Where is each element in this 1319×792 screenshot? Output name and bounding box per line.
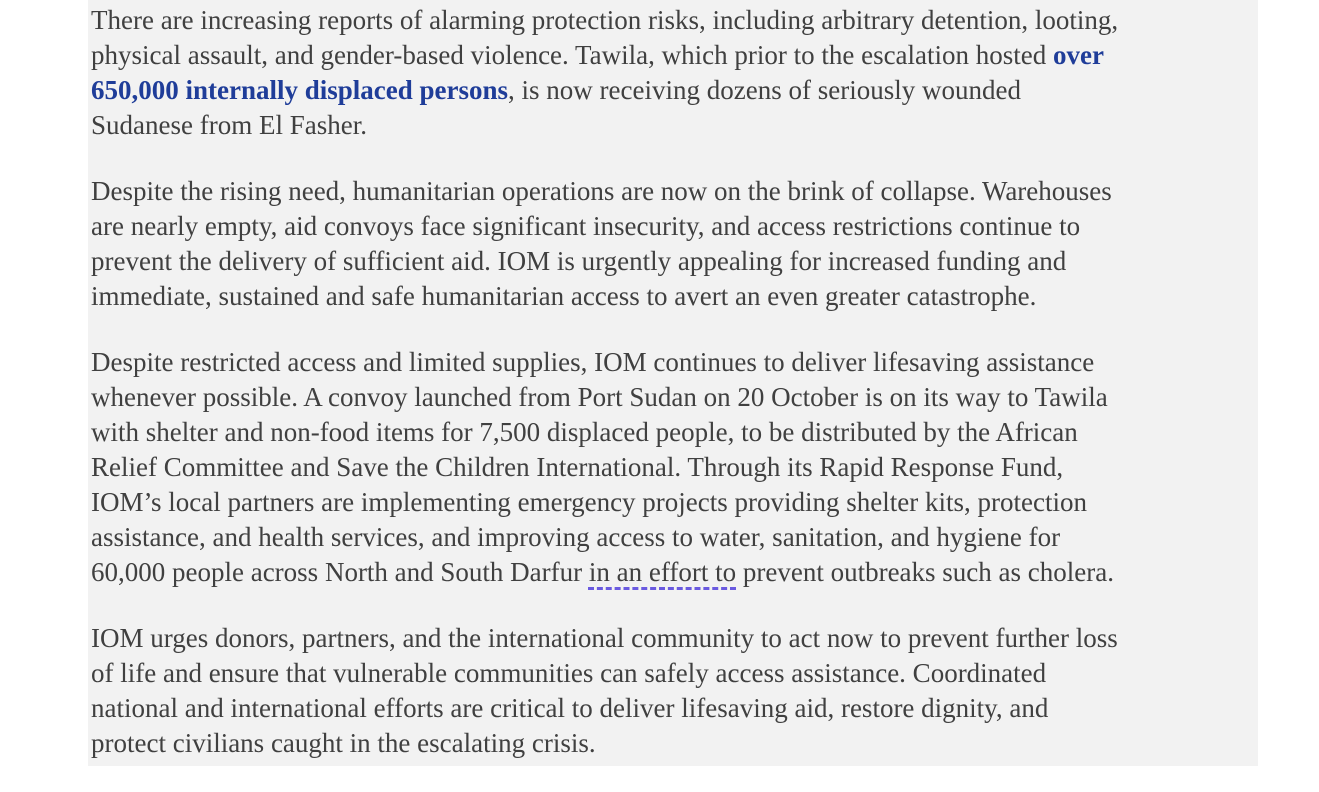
text-segment: physical assault, and gender-based violence. Tawila, which prior to the escalation hosted: [91, 40, 1054, 70]
paragraph-iom-assistance: [91, 345, 1118, 590]
text-line: whenever possible. A convoy launched from Port Sudan on 20 October is on its way to Tawila: [91, 382, 1108, 412]
paragraph-call-to-action: [91, 621, 1118, 761]
text-line: Despite restricted access and limited supplies, IOM continues to deliver lifesaving assistance: [91, 347, 1095, 377]
text-line: immediate, sustained and safe humanitarian access to avert an even greater catastrophe.: [91, 281, 1037, 311]
text-line: IOM’s local partners are implementing emergency projects providing shelter kits, protection: [91, 487, 1087, 517]
text-line: There are increasing reports of alarming protection risks, including arbitrary detention, looting,: [91, 5, 1119, 35]
text-line: Despite the rising need, humanitarian operations are now on the brink of collapse. Warehouses: [91, 176, 1112, 206]
paragraph-protection-risks: [91, 3, 1118, 143]
paragraph-operations-collapse: [91, 174, 1118, 314]
text-line: protect civilians caught in the escalating crisis.: [91, 728, 596, 758]
text-line: national and international efforts are critical to deliver lifesaving aid, restore dignity, and: [91, 693, 1049, 723]
document-page: [88, 0, 1258, 766]
text-line: assistance, and health services, and improving access to water, sanitation, and hygiene for: [91, 522, 1061, 552]
text-line: of life and ensure that vulnerable communities can safely access assistance. Coordinated: [91, 658, 1047, 688]
text-line: are nearly empty, aid convoys face significant insecurity, and access restrictions continue to: [91, 211, 1081, 241]
text-line: [91, 38, 1118, 73]
text-line: [91, 73, 1118, 108]
text-line: [91, 555, 1118, 590]
text-segment: 60,000 people across North and South Darfur: [91, 557, 589, 587]
text-line: Relief Committee and Save the Children International. Through its Rapid Response Fund,: [91, 452, 1064, 482]
text-line: prevent the delivery of sufficient aid. IOM is urgently appealing for increased funding and: [91, 246, 1067, 276]
document-body: [91, 3, 1118, 792]
text-segment: , is now receiving dozens of seriously wounded: [508, 75, 1021, 105]
idp-link[interactable]: over: [1053, 40, 1104, 70]
text-line: with shelter and non-food items for 7,500 displaced people, to be distributed by the African: [91, 417, 1078, 447]
text-line: IOM urges donors, partners, and the international community to act now to prevent further loss: [91, 623, 1118, 653]
text-segment: prevent outbreaks such as cholera.: [736, 557, 1114, 587]
grammar-suggestion[interactable]: in an effort to: [588, 557, 737, 587]
idp-link-continued[interactable]: 650,000 internally displaced persons: [91, 75, 509, 105]
text-line: Sudanese from El Fasher.: [91, 110, 367, 140]
